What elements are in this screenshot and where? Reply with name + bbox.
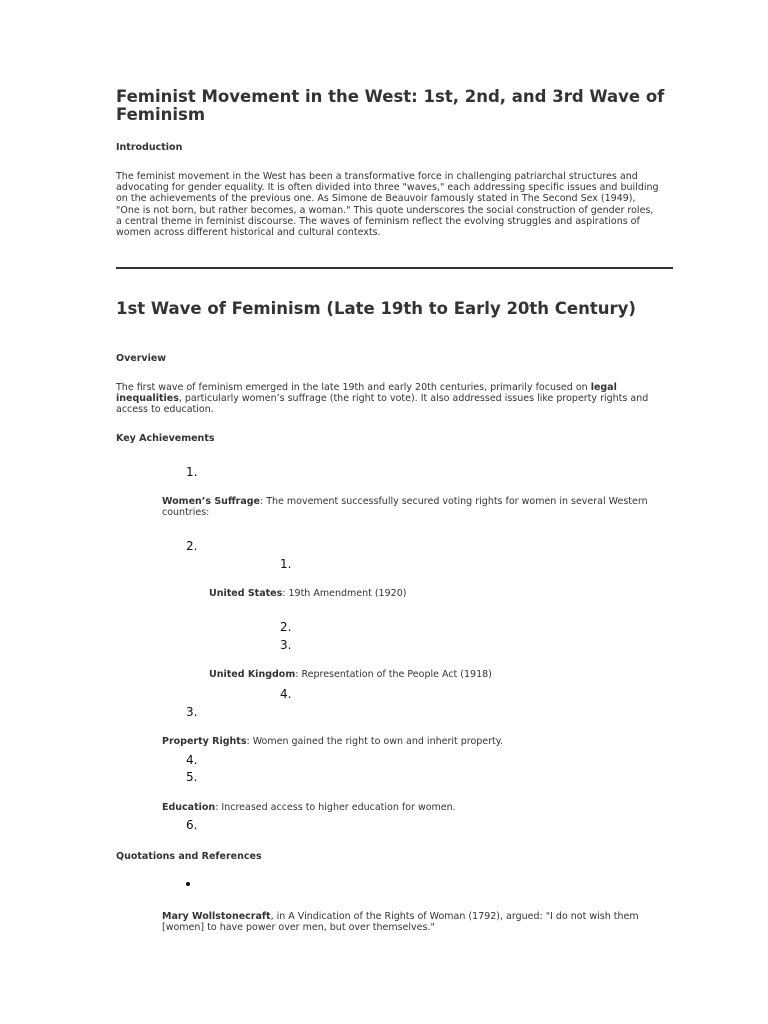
introduction-paragraph: The feminist movement in the West has been a transformative force in challenging patriarchal structures and advocating for gender equality. It is often divided into three "waves," each addressing specific issues and building on the achievements of the previous one. As Simone de Beauvoir famously stated in The Second Sex (1949), "One is not born, but rather becomes, a woman." This quote underscores the social construction of gender roles, a central theme in feminist discourse. The waves of feminism reflect the evolving struggles and aspirations of women across different historical and cultural contexts.: [116, 171, 659, 239]
united-states-item: [209, 588, 659, 599]
united-states-label: United States: [209, 588, 283, 599]
suffrage-label: Women’s Suffrage: [162, 496, 260, 507]
property-rights-label: Property Rights: [162, 736, 247, 747]
overview-paragraph: [116, 382, 661, 416]
wollstonecraft-text: , in A Vindication of the Rights of Woman (1792), argued: "I do not wish them [women] to have power over men, but over themselves.": [162, 911, 639, 934]
list-number: 2.: [186, 539, 198, 553]
education-label: Education: [162, 802, 216, 813]
suffrage-text: : The movement successfully secured voting rights for women in several Western countries:: [162, 496, 648, 519]
first-wave-heading: 1st Wave of Feminism (Late 19th to Early 20th Century): [116, 299, 636, 318]
education-item: [162, 802, 662, 813]
united-kingdom-text: : Representation of the People Act (1918): [295, 669, 492, 680]
wollstonecraft-quote: [162, 911, 662, 933]
list-number: 1.: [186, 465, 198, 479]
education-text: : Increased access to higher education for women.: [215, 802, 456, 813]
sub-list-number: 1.: [280, 557, 292, 571]
overview-text-end: , particularly women’s suffrage (the right to vote). It also addressed issues like property rights and access to education.: [116, 393, 649, 416]
page-title: Feminist Movement in the West: 1st, 2nd, and 3rd Wave of Feminism: [116, 87, 665, 124]
legal-inequalities-emphasis: legal inequalities: [116, 382, 617, 405]
property-rights-item: [162, 736, 662, 747]
sub-list-number: 4.: [280, 687, 292, 701]
sub-list-number: 2.: [280, 620, 292, 634]
overview-heading: Overview: [116, 353, 167, 364]
introduction-heading: Introduction: [116, 142, 183, 153]
overview-text-start: The first wave of feminism emerged in the late 19th and early 20th centuries, primarily focused on: [116, 382, 591, 393]
united-kingdom-label: United Kingdom: [209, 669, 296, 680]
bullet-marker: [186, 882, 190, 886]
suffrage-item: [162, 496, 662, 518]
wollstonecraft-label: Mary Wollstonecraft: [162, 911, 271, 922]
key-achievements-heading: Key Achievements: [116, 433, 215, 444]
list-number: 3.: [186, 705, 198, 719]
united-states-text: : 19th Amendment (1920): [282, 588, 407, 599]
quotations-heading: Quotations and References: [116, 851, 262, 862]
list-number: 4.: [186, 753, 198, 767]
united-kingdom-item: [209, 669, 659, 680]
list-number: 5.: [186, 770, 198, 784]
property-rights-text: : Women gained the right to own and inherit property.: [246, 736, 504, 747]
section-divider: [116, 267, 673, 269]
list-number: 6.: [186, 818, 198, 832]
sub-list-number: 3.: [280, 638, 292, 652]
